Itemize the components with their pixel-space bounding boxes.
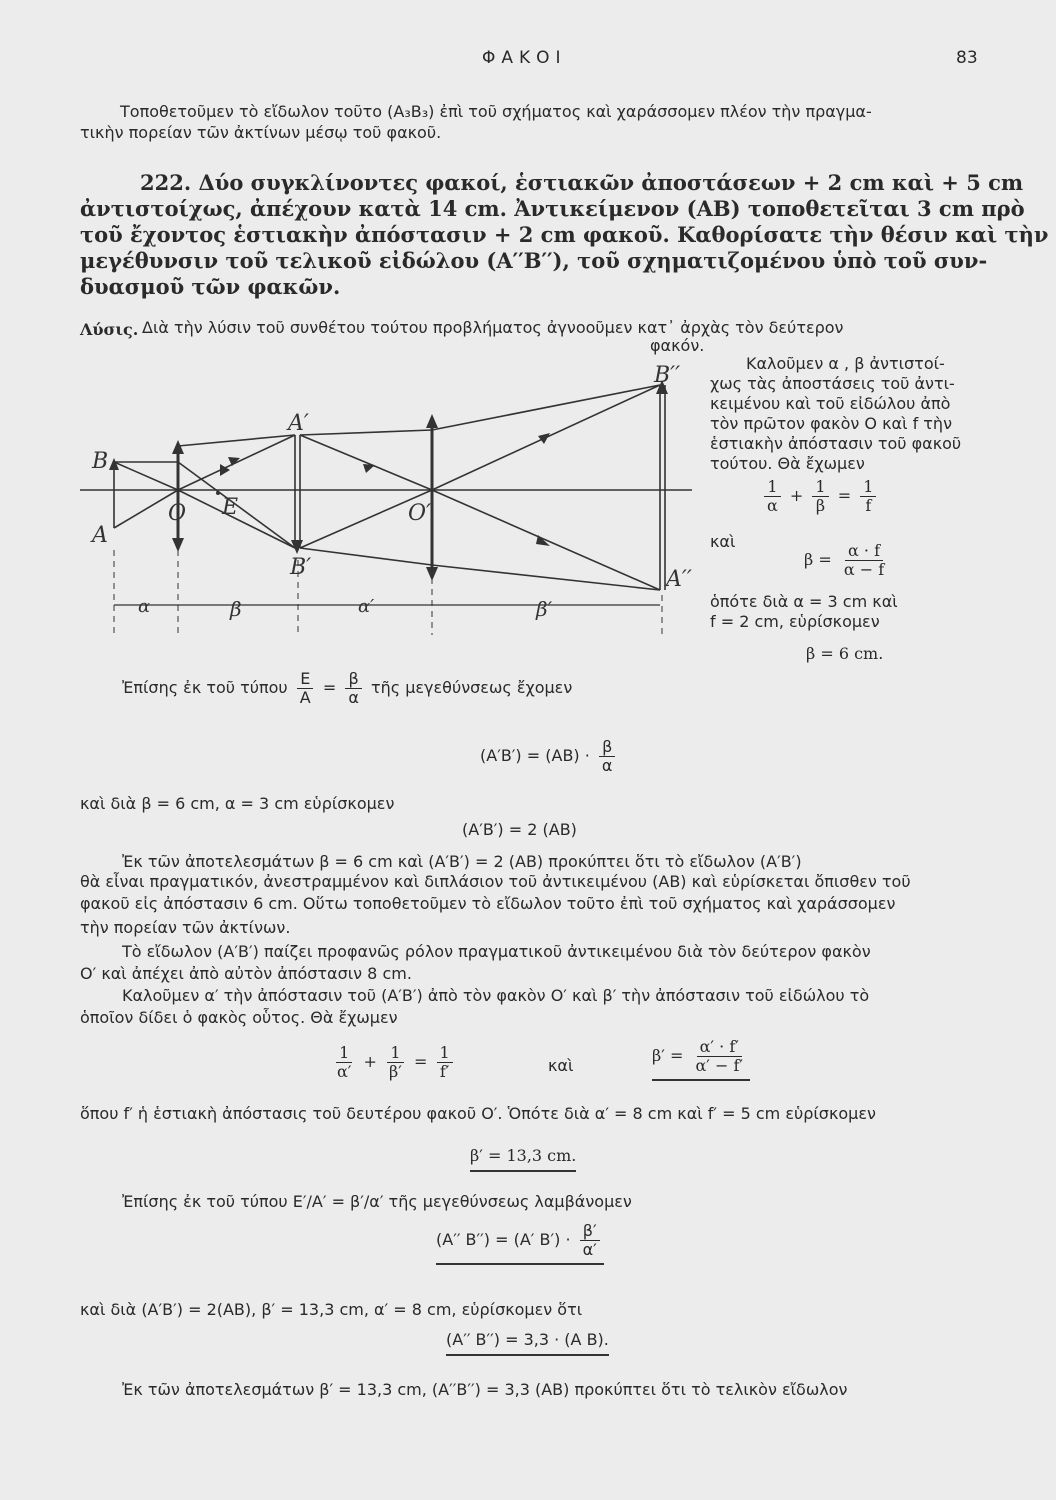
label-b: B [92,449,109,474]
lens-o-top-arrow [172,440,184,454]
side-formula-1: $\frac{1}{\alpha}$ + $\frac{1}{\beta}$ = $\frac{1}{f}$ [760,478,880,515]
para1-line-4: τὴν πορείαν τῶν ἀκτίνων. [80,918,291,937]
side-line-1: Καλοῦμεν α , β ἀντιστοί- [746,354,945,373]
para6-result: (A′′ B′′) = 3,3 · (A B). [446,1330,609,1356]
solution-line-2: φακόν. [650,336,705,355]
mag-line: Ἐπίσης ἐκ τοῦ τύπου $\frac{E}{A}$ = $\frac{\beta}{\alpha}$ τῆς μεγεθύνσεως ἔχομεν [122,669,573,707]
mag-given: καὶ διὰ β = 6 cm, α = 3 cm εὑρίσκομεν [80,794,395,813]
para1-line-3: φακοῦ εἰς ἀπόστασιν 6 cm. Οὕτω τοποθετοῦμεν τὸ εἴδωλον τοῦτο ἐπὶ τοῦ σχήματος καὶ χαράσσομεν [80,894,896,913]
lens-o2-bottom-arrow [426,567,438,581]
problem-line-2: ἀντιστοίχως, ἀπέχουν κατὰ 14 cm. Ἀντικείμενον (ΑΒ) τοποθετεῖται 3 cm πρὸ [80,196,1025,221]
intro-line-2: τικὴν πορείαν τῶν ἀκτίνων μέσῳ τοῦ φακοῦ. [80,123,442,142]
label-beta: β [230,597,242,621]
para5-formula: (A′′ B′′) = (A′ B′) · $\frac{\beta'}{\alpha'}$ [436,1222,604,1265]
solution-line-1: Διὰ τὴν λύσιν τοῦ συνθέτου τούτου προβλήματος ἀγνοοῦμεν κατ᾽ ἀρχὰς τὸν δεύτερον [142,318,844,337]
mag-result: (A′B′) = 2 (AB) [462,820,577,839]
page-number: 83 [956,48,978,68]
lens-o-bottom-arrow [172,538,184,552]
para3-line-2: ὁποῖον δίδει ὁ φακὸς οὗτος. Θὰ ἔχωμεν [80,1008,398,1027]
label-b-prime: B′ [290,555,312,580]
para5-line-1: Ἐπίσης ἐκ τοῦ τύπου E′/A′ = β′/α′ τῆς μεγεθύνσεως λαμβάνομεν [122,1192,632,1211]
ray-10 [432,490,660,590]
mag-formula: (A′B′) = (AB) · $\frac{\beta}{\alpha}$ [480,738,619,775]
side-line-5: ἑστιακὴν ἀπόστασιν τοῦ φακοῦ [710,434,962,453]
lens-o2-top-arrow [426,414,438,428]
label-alpha: α [138,596,151,617]
ray-arrow-4 [538,433,550,444]
ray-2 [114,462,178,490]
para1-line-1: Ἐκ τῶν ἀποτελεσμάτων β = 6 cm καὶ (A′B′) = 2 (AB) προκύπτει ὅτι τὸ εἴδωλον (A′B′) [122,852,802,871]
label-a-prime: A′ [288,411,309,436]
side-result: β = 6 cm. [806,644,884,663]
label-a: A [92,523,108,548]
side-line-4: τὸν πρῶτον φακὸν Ο καὶ f τὴν [710,414,953,433]
para3-line-1: Καλοῦμεν α′ τὴν ἀπόστασιν τοῦ (A′B′) ἀπὸ τὸν φακὸν Ο′ καὶ β′ τὴν ἀπόστασιν τοῦ εἰδώλου τὸ [122,986,870,1005]
para2-line-2: Ο′ καὶ ἀπέχει ἀπὸ αὐτὸν ἀπόστασιν 8 cm. [80,964,412,983]
problem-line-3: τοῦ ἔχοντος ἑστιακὴν ἀπόστασιν + 2 cm φακοῦ. Καθορίσατε τὴν θέσιν καὶ τὴν [80,222,1049,247]
side-formula-2: β = $\frac{\alpha \cdot f}{\alpha - f}$ [804,541,885,579]
para4-result: β′ = 13,3 cm. [470,1146,576,1172]
side-f-line: f = 2 cm, εὑρίσκομεν [710,612,880,631]
lens2-formula: $\frac{1}{\alpha'}$ + $\frac{1}{\beta'}$ = $\frac{1}{f'}$ [330,1044,457,1081]
ray-7 [300,435,432,490]
side-kai: καὶ [710,532,736,551]
ray-arrow-3 [363,464,375,473]
label-alpha-prime: α′ [358,596,375,617]
solution-label: Λύσις. [80,320,139,339]
side-line-3: κειμένου καὶ τοῦ εἰδώλου ἀπὸ [710,394,951,413]
lens-ray-diagram [80,350,700,650]
problem-line-1: 222. Δύο συγκλίνοντες φακοί, ἑστιακῶν ἀποστάσεων + 2 cm καὶ + 5 cm [140,170,1024,195]
running-header: ΦΑΚΟΙ [482,48,567,68]
intro-line-1: Τοποθετοῦμεν τὸ εἴδωλον τοῦτο (A₃B₃) ἐπὶ τοῦ σχήματος καὶ χαράσσομεν πλέον τὴν πραγμα- [120,102,872,121]
label-b2: B′′ [654,363,681,388]
label-a2: A′′ [666,567,692,592]
focal-point-e [216,491,220,495]
problem-line-5: δυασμοῦ τῶν φακῶν. [80,274,341,299]
problem-line-4: μεγέθυνσιν τοῦ τελικοῦ εἰδώλου (Α′′Β′′), τοῦ σχηματιζομένου ὑπὸ τοῦ συν- [80,248,988,273]
para6-line-1: καὶ διὰ (A′B′) = 2(AB), β′ = 13,3 cm, α′ = 8 cm, εὑρίσκομεν ὅτι [80,1300,583,1319]
para4-line-1: ὅπου f′ ἡ ἑστιακὴ ἀπόστασις τοῦ δευτέρου φακοῦ Ο′. Ὁπότε διὰ α′ = 8 cm καὶ f′ = 5 cm εὑρίσκομεν [80,1104,876,1123]
label-o-prime: O′ [408,501,432,526]
para2-line-1: Τὸ εἴδωλον (A′B′) παίζει προφανῶς ρόλον πραγματικοῦ ἀντικειμένου διὰ τὸν δεύτερον φακὸν [122,942,871,961]
lens2-kai: καὶ [548,1056,574,1075]
side-line-6: τούτου. Θὰ ἔχωμεν [710,454,865,473]
ray-5 [178,435,295,490]
label-beta-prime: β′ [536,597,553,621]
label-o: O [168,501,187,526]
para7-line-1: Ἐκ τῶν ἀποτελεσμάτων β′ = 13,3 cm, (A′′B′′) = 3,3 (AB) προκύπτει ὅτι τὸ τελικὸν εἴδωλον [122,1380,848,1399]
side-line-2: χως τὰς ἀποστάσεις τοῦ ἀντι- [710,374,955,393]
para1-line-2: θὰ εἶναι πραγματικόν, ἀνεστραμμένον καὶ διπλάσιον τοῦ ἀντικειμένου (AB) καὶ εὑρίσκεται ὄπισθεν τοῦ [80,872,911,891]
label-e: E [222,495,239,520]
side-opote: ὁπότε διὰ α = 3 cm καὶ [710,592,898,611]
lens2-beta-formula: β′ = $\frac{\alpha' \cdot f'}{\alpha' - f'}$ [652,1038,750,1081]
